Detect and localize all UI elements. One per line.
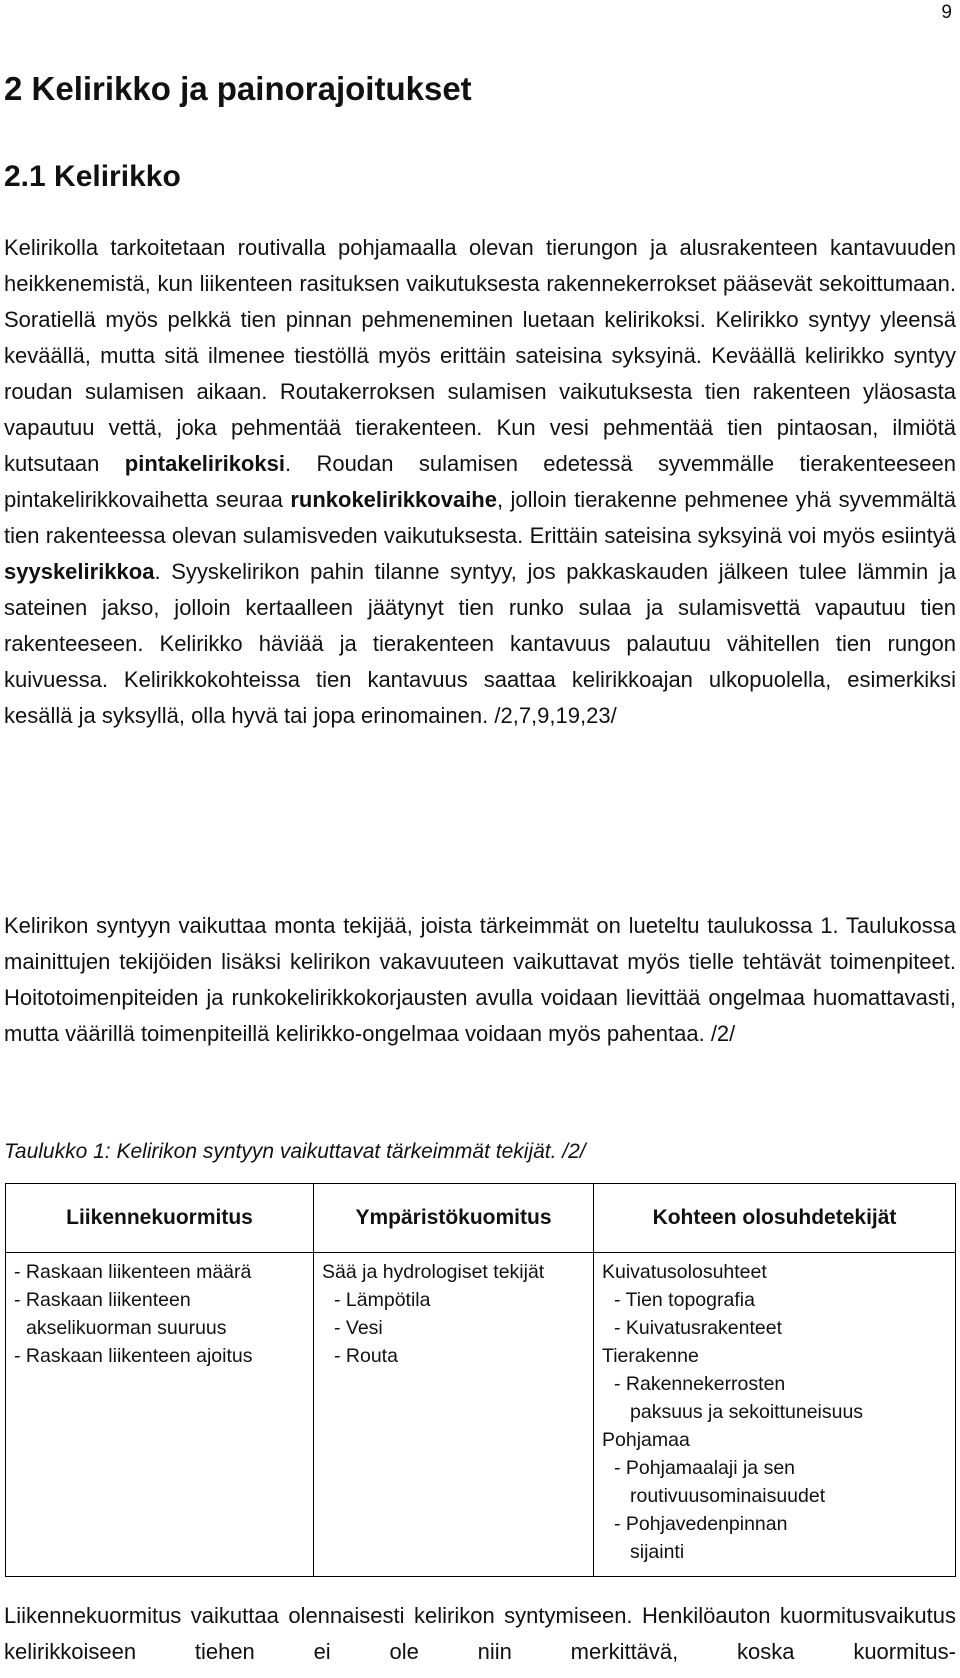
bold-term: runkokelirikkovaihe xyxy=(290,487,497,512)
section-heading: 2.1 Kelirikko xyxy=(4,160,181,193)
paragraph-text: . Roudan sulamisen edetessä syvemmälle tierakenteeseen pintakelirikkovaihetta seuraa xyxy=(4,451,957,512)
table-cell-line: - Pohjamaalaji ja sen xyxy=(614,1457,796,1479)
table-cell-line: routivuusominaisuudet xyxy=(630,1485,826,1507)
table-cell-line: - Raskaan liikenteen xyxy=(14,1289,191,1311)
factors-table xyxy=(5,1183,956,1577)
table-cell-line: - Vesi xyxy=(334,1317,383,1339)
table-cell-line: - Raskaan liikenteen ajoitus xyxy=(14,1345,253,1367)
table-header-cell: Kohteen olosuhdetekijät xyxy=(594,1184,956,1253)
table-cell-line: - Raskaan liikenteen määrä xyxy=(14,1261,252,1283)
paragraph-text: , jolloin tierakenne pehmenee yhä syvemmältä tien rakenteessa olevan sulamisveden vaikutuksesta. Erittäin sateisina syksyinä voi myös esiintyä xyxy=(4,487,956,548)
table-header-cell: Ympäristökuomitus xyxy=(314,1184,594,1253)
table-cell-environmental-load xyxy=(314,1253,594,1577)
table-cell-line: - Tien topografia xyxy=(614,1289,755,1311)
table-cell-line: - Lämpötila xyxy=(334,1289,431,1311)
table-cell-traffic-load xyxy=(6,1253,314,1577)
table-caption: Taulukko 1: Kelirikon syntyyn vaikuttavat tärkeimmät tekijät. /2/ xyxy=(4,1140,586,1163)
table-header-cell: Liikennekuormitus xyxy=(6,1184,314,1253)
paragraph-kelirikko-definition xyxy=(4,230,956,734)
table-cell-line: Tierakenne xyxy=(602,1345,699,1367)
page-number: 9 xyxy=(941,2,952,23)
table-cell-line: akselikuorman suuruus xyxy=(26,1317,227,1339)
table-cell-line: - Pohjavedenpinnan xyxy=(614,1513,788,1535)
paragraph-kelirikko-factors: Kelirikon syntyyn vaikuttaa monta tekijää, joista tärkeimmät on lueteltu taulukossa 1. Taulukossa mainittujen tekijöiden lisäksi kelirikon vakavuuteen vaikuttavat myös tielle tehtävät toimenpiteet. Hoitotoimenpiteiden ja runkokelirikkokorjausten avulla voidaan lievittää ongelmaa huomattavasti, mutta väärillä toimenpiteillä kelirikko-ongelmaa voidaan myös pahentaa. /2/ xyxy=(4,913,956,1046)
table-cell-line: - Routa xyxy=(334,1345,398,1367)
paragraph-text: Kelirikolla tarkoitetaan routivalla pohjamaalla olevan tierungon ja alusrakenteen kantavuuden heikkenemistä, kun liikenteen rasituksen vaikutuksesta rakennekerrokset pääsevät sekoittumaan. Soratiellä myös pelkkä tien pinnan pehmeneminen luetaan kelirikoksi. Kelirikko syntyy yleensä keväällä, mutta sitä ilmenee tiestöllä myös erittäin sateisina syksyinä. Keväällä kelirikko syntyy roudan sulamisen aikaan. Routakerroksen sulamisen vaikutuksesta tien rakenteen yläosasta vapautuu vettä, joka pehmentää tierakenteen. Kun vesi pehmentää tien pintaosan, ilmiötä kutsutaan xyxy=(4,235,956,476)
table-cell-line: paksuus ja sekoittuneisuus xyxy=(630,1401,864,1423)
table-row xyxy=(6,1253,956,1577)
paragraph-traffic-load: Liikennekuormitus vaikuttaa olennaisesti kelirikon syntymiseen. Henkilöauton kuormitusvaikutus kelirikkoiseen tiehen ei ole niin merkittävä, koska kuormitus- xyxy=(4,1603,956,1664)
chapter-heading: 2 Kelirikko ja painorajoitukset xyxy=(4,70,472,107)
bold-term: pintakelirikoksi xyxy=(124,451,285,476)
table-cell-line: - Kuivatusrakenteet xyxy=(614,1317,783,1339)
table-cell-line: sijainti xyxy=(630,1541,685,1563)
table-cell-line: Kuivatusolosuhteet xyxy=(602,1261,767,1283)
table-cell-line: Pohjamaa xyxy=(602,1429,690,1451)
table-cell-line: Sää ja hydrologiset tekijät xyxy=(322,1261,545,1283)
paragraph-text: . Syyskelirikon pahin tilanne syntyy, jos pakkaskauden jälkeen tulee lämmin ja sateinen jakso, jolloin kertaalleen jäätynyt tien runko sulaa ja sulamisvettä vapautuu tien rakenteeseen. Kelirikko häviää ja tierakenteen kantavuus palautuu vähitellen tien rungon kuivuessa. Kelirikkokohteissa tien kantavuus saattaa kelirikkoajan ulkopuolella, esimerkiksi kesällä ja syksyllä, olla hyvä tai jopa erinomainen. /2,7,9,19,23/ xyxy=(4,559,956,728)
table-cell-site-conditions xyxy=(594,1253,956,1577)
bold-term: syyskelirikkoa xyxy=(4,559,155,584)
table-header-row xyxy=(6,1184,956,1253)
table-cell-line: - Rakennekerrosten xyxy=(614,1373,786,1395)
